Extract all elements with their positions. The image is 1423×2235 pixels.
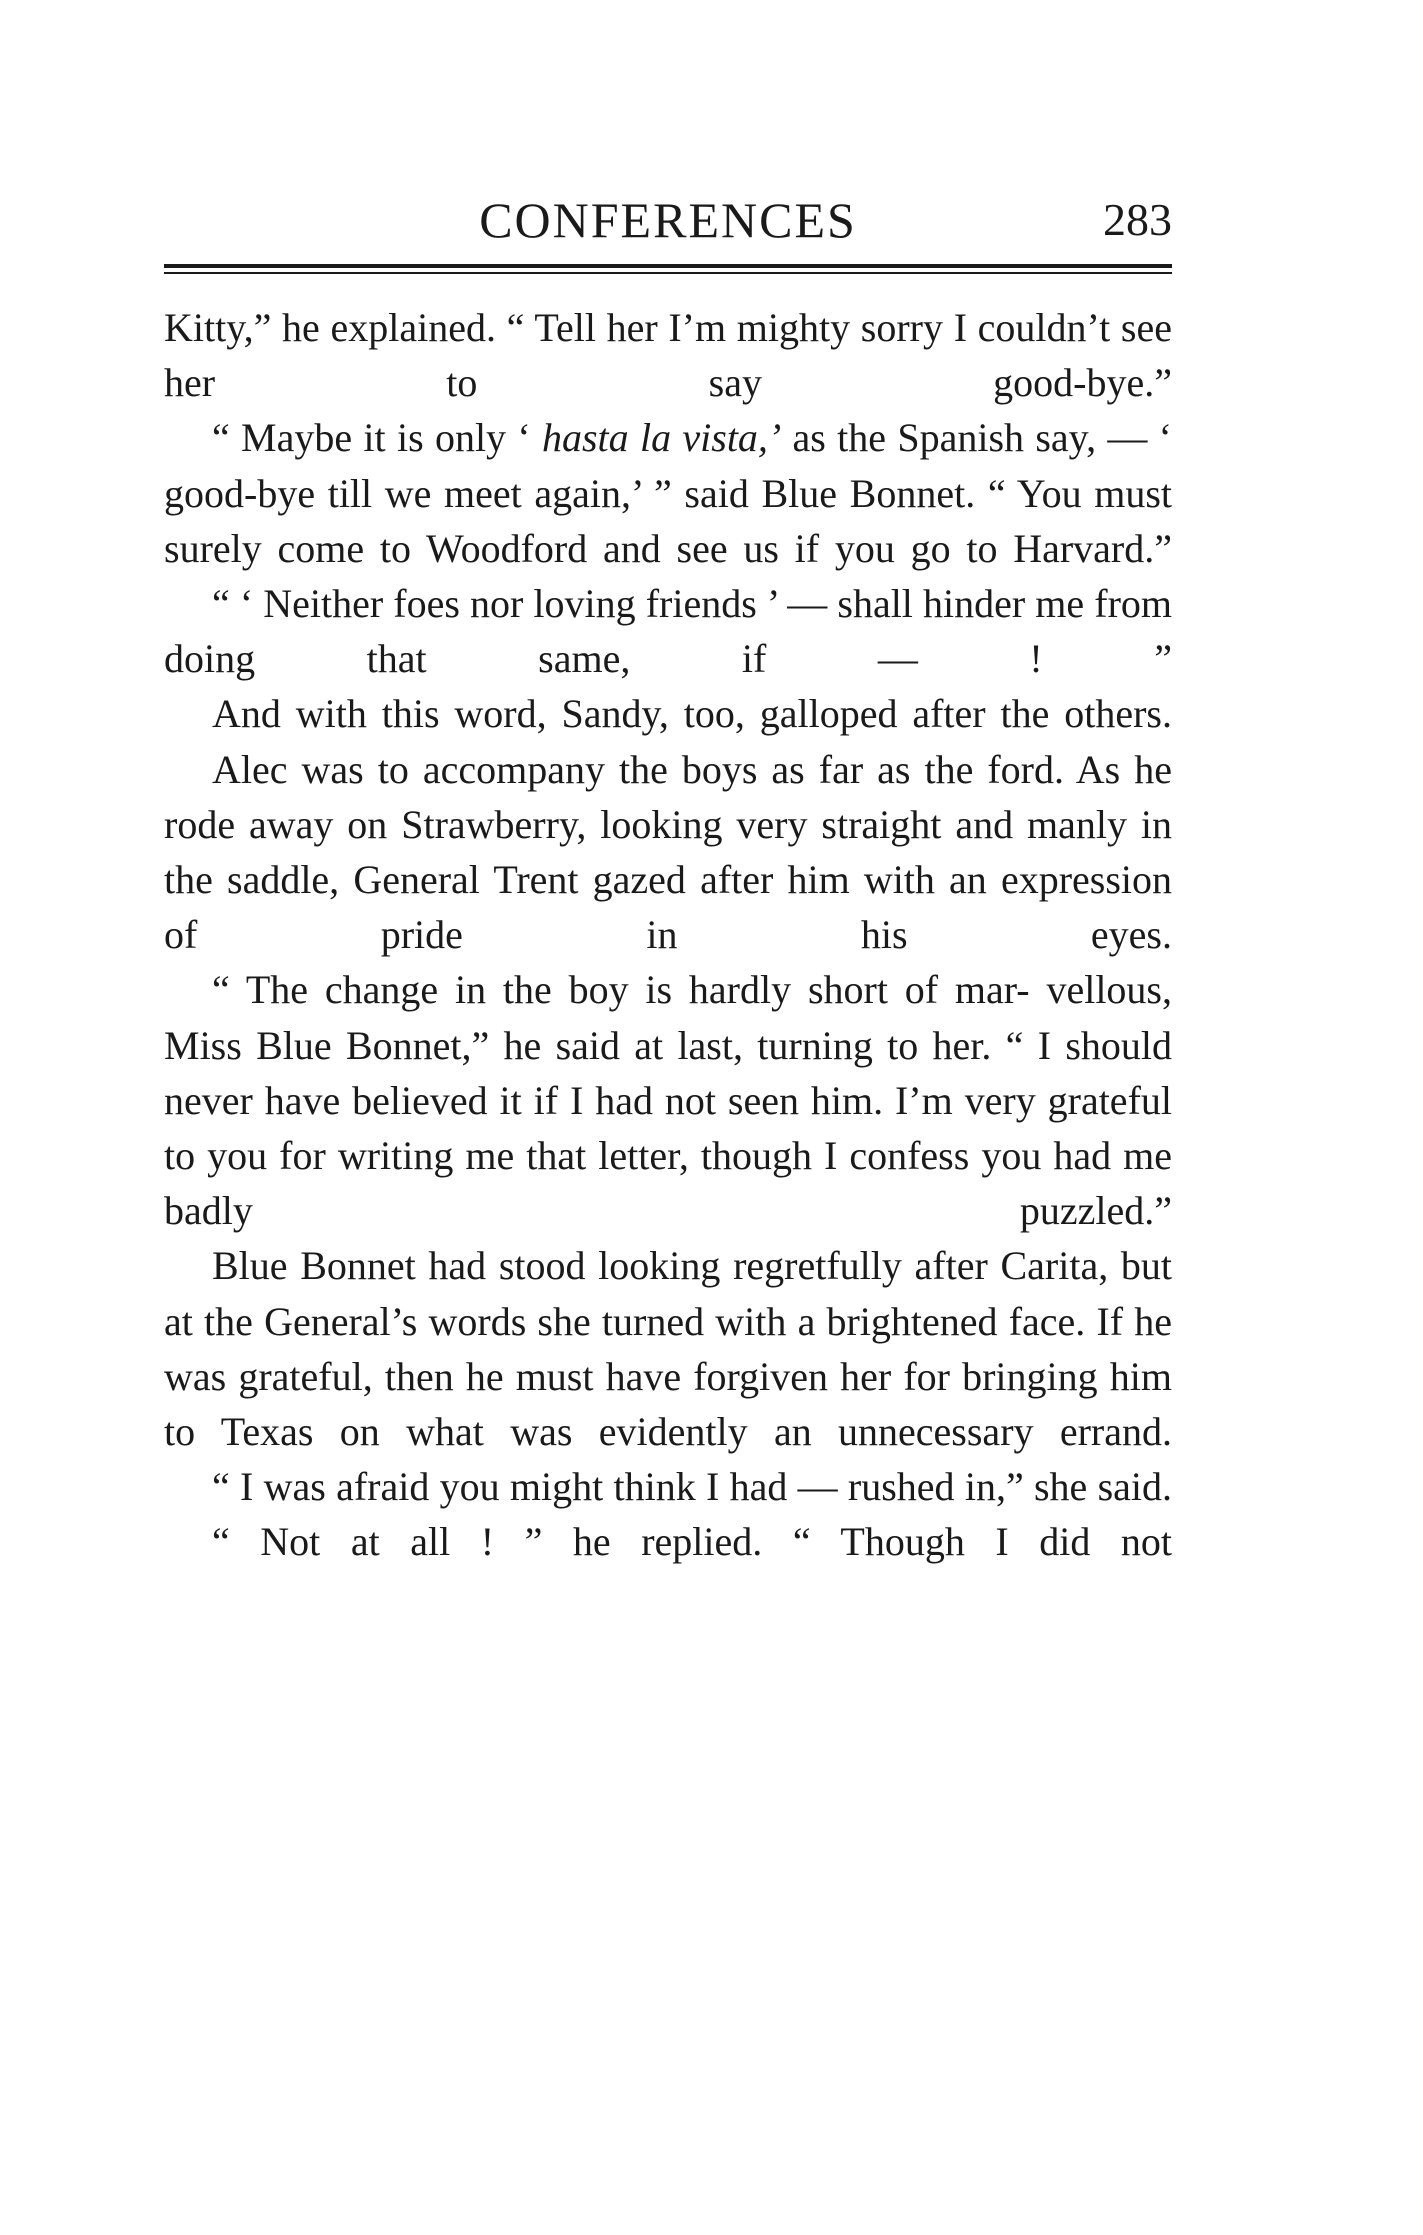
paragraph xyxy=(164,742,1172,963)
text-line: “ Maybe it is only ‘ xyxy=(212,415,542,461)
text-line: I couldn’t see her to say good-bye.” xyxy=(164,305,1172,406)
text-line: in,” she said. xyxy=(964,1464,1173,1510)
text-line: Blue Bonnet had stood looking regretfully after xyxy=(212,1243,988,1289)
text-line: Trent gazed after him with an expression of pride xyxy=(164,857,1173,958)
text-line: hinder me from doing that same, if — ! ” xyxy=(164,581,1173,682)
body-text xyxy=(164,300,1172,1570)
paragraph xyxy=(164,1238,1172,1459)
text-line: “ The change in the boy is hardly short of mar- xyxy=(212,967,1030,1013)
text-line: And with this word, Sandy, too, galloped after xyxy=(212,691,986,737)
text-line: say, — ‘ good-bye till we meet again,’ ” said Blue xyxy=(164,415,1172,516)
text-line: Bonnet. “ You must surely come to Woodford and xyxy=(164,470,1173,571)
header-rule-thick xyxy=(164,264,1172,268)
text-line: the others. xyxy=(1000,691,1172,737)
text-line: in his eyes. xyxy=(646,912,1172,958)
text-line: not seen him. I’m very grateful to you for writing xyxy=(164,1077,1172,1179)
page-number: 283 xyxy=(1103,194,1172,245)
italic-phrase: hasta la vista,’ xyxy=(541,415,782,461)
text-line: see us if you go to Harvard.” xyxy=(676,525,1173,571)
paragraph xyxy=(164,1514,1172,1569)
running-title: CONFERENCES xyxy=(479,192,857,248)
paragraph xyxy=(164,410,1172,576)
text-line: “ Not at all ! ” he replied. “ Though I did not xyxy=(212,1519,1172,1565)
paragraph xyxy=(164,300,1172,410)
running-head xyxy=(164,190,1172,250)
paragraph xyxy=(164,1459,1172,1514)
text-line: puzzled.” xyxy=(1019,1188,1172,1234)
text-line: Alec was to accompany the boys as far as the xyxy=(212,746,974,792)
paragraph xyxy=(164,576,1172,686)
text-line: me that letter, though I confess you had me badly xyxy=(164,1133,1173,1234)
text-line: “ ‘ Neither foes nor loving friends ’ — shall xyxy=(212,581,913,627)
text-line: very straight and manly in the saddle, General xyxy=(164,801,1173,903)
text-line: ford. As he rode away on Strawberry, looking xyxy=(164,746,1173,847)
text-line: as the Spanish xyxy=(781,415,1025,461)
text-line: have forgiven her for bringing him to Texas on xyxy=(164,1353,1172,1455)
text-line: Kitty,” he explained. “ Tell her I’m mighty sorry xyxy=(164,305,944,350)
text-line: “ I was afraid you might think I had — rushed xyxy=(212,1464,955,1510)
header-rule-thin xyxy=(164,272,1172,274)
paragraph xyxy=(164,686,1172,741)
text-line: a brightened face. If he was grateful, then he must xyxy=(164,1298,1173,1399)
text-line: what was evidently an unnecessary errand. xyxy=(406,1409,1172,1455)
text-line: vellous, Miss Blue Bonnet,” he said at last, turning xyxy=(164,967,1172,1068)
text-line: to her. “ I should never have believed it if I had xyxy=(164,1022,1173,1123)
paragraph xyxy=(164,962,1172,1238)
text-line: Carita, but at the General’s words she turned with xyxy=(164,1243,1172,1344)
